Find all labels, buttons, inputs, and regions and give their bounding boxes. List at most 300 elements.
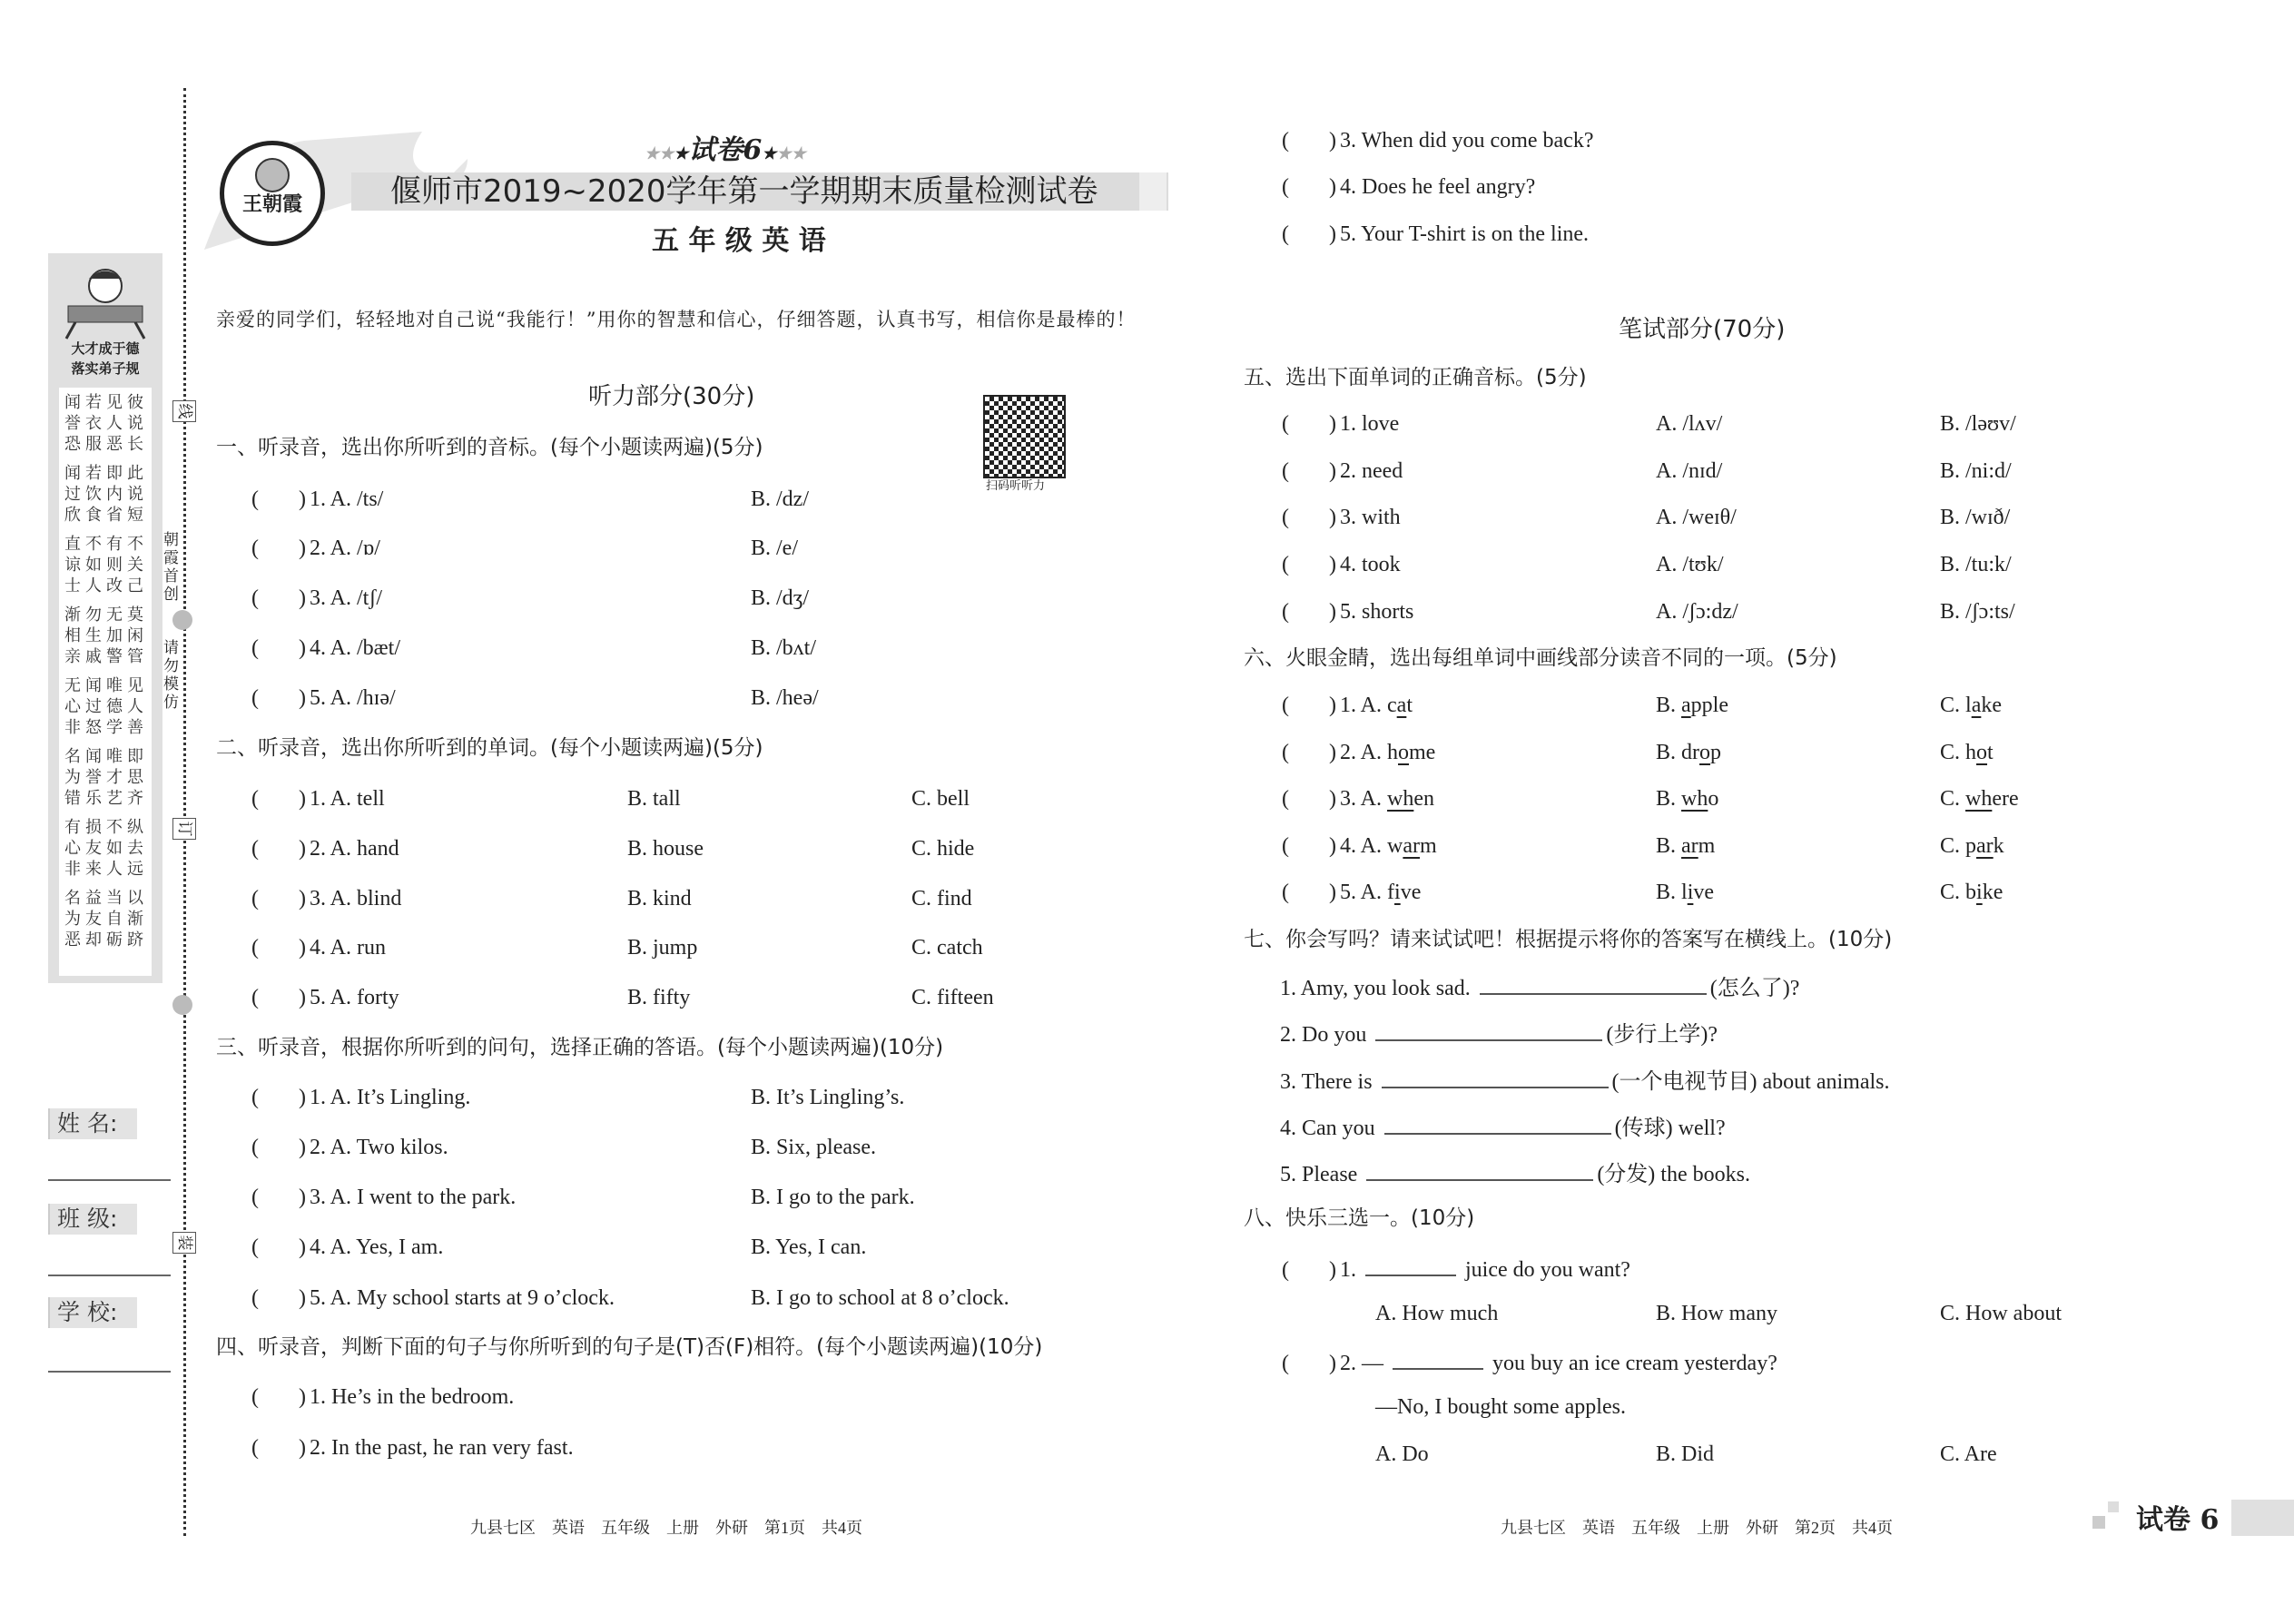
poem-char: 管: [127, 647, 143, 666]
option-item: B. /e/: [751, 536, 798, 560]
hint-text: (一个电视节目) about animals.: [1611, 1070, 1890, 1094]
poem-char: 齐: [127, 789, 143, 808]
class-input-line[interactable]: [48, 1275, 171, 1276]
question-item: 2. A. hand: [310, 837, 399, 861]
underlined-part: a: [1971, 694, 1982, 717]
poem-char: 非: [64, 860, 81, 879]
motto-line: 落实弟子规: [71, 360, 140, 377]
option-item: B. /ləʊv/: [1940, 412, 2016, 436]
poem-char: 勿: [85, 605, 102, 625]
poem-char: 则: [106, 556, 123, 575]
poem-char: 人: [85, 576, 102, 595]
fill-in-item: [1280, 1113, 1726, 1141]
answer-bracket[interactable]: (: [251, 837, 259, 861]
section-heading: 一、听录音，选出你所听到的音标。(每个小题读两遍)(5分): [216, 436, 763, 459]
answer-bracket-close: ): [299, 536, 306, 560]
badge-decoration: [2231, 1500, 2294, 1536]
option-item: B. Yes, I can.: [751, 1235, 867, 1259]
answer-bracket-close: ): [299, 1235, 306, 1259]
word-part: B.: [1656, 834, 1682, 858]
option-item: C. hide: [911, 837, 975, 861]
poem-char: 亲: [64, 647, 81, 666]
poem-stanza: [64, 676, 152, 738]
poem-char: 誉: [64, 414, 81, 433]
poem-stanza: [64, 747, 152, 809]
answer-bracket[interactable]: (: [251, 536, 259, 560]
option-item: B. house: [627, 837, 704, 861]
question-text: 2. Do you: [1280, 1023, 1373, 1047]
question-row: [1282, 174, 1535, 200]
poem-char: 心: [64, 697, 81, 716]
poem-char: 唯: [106, 747, 123, 766]
question-text: 5. Please: [1280, 1163, 1364, 1186]
question-item: 2. need: [1340, 459, 1403, 483]
section-heading: 四、听录音，判断下面的句子与你所听到的句子是(T)否(F)相符。(每个小题读两遍)(10分): [216, 1335, 1043, 1359]
word-part: pple: [1690, 694, 1728, 717]
answer-bracket-close: ): [299, 1385, 306, 1409]
question-number: 1. A.: [1340, 694, 1388, 717]
writing-title: 笔试部分(70分): [1619, 316, 1786, 343]
answer-bracket[interactable]: (: [251, 1235, 259, 1259]
poem-char: 错: [64, 789, 81, 808]
answer-bracket-close: ): [299, 887, 306, 910]
option-item: A. Do: [1375, 1442, 1429, 1466]
question-item: 2. A. Two kilos.: [310, 1136, 448, 1159]
answer-bracket-close: ): [299, 1136, 306, 1159]
word-part: en: [1413, 787, 1435, 811]
poem-stanza: [64, 818, 152, 880]
question-row: [1282, 128, 1593, 153]
answer-bracket[interactable]: (: [251, 636, 259, 660]
word-part: m: [1420, 834, 1437, 858]
word-part: ve: [1693, 881, 1715, 904]
word-part: t: [1406, 694, 1413, 717]
class-label: 班 级:: [48, 1204, 137, 1235]
poem-char: 警: [106, 647, 123, 666]
hint-text: (步行上学)?: [1606, 1023, 1718, 1047]
poem-char: 欣: [64, 506, 81, 525]
word-part: c: [1387, 694, 1397, 717]
school-input-line[interactable]: [48, 1371, 171, 1373]
question-row: [1282, 505, 1401, 530]
question-item: 2. In the past, he ran very fast.: [310, 1436, 574, 1460]
poem-char: 跻: [127, 930, 143, 950]
poem-char: 远: [127, 860, 143, 879]
underlined-part: ar: [1976, 834, 1994, 858]
answer-bracket-close: ): [1329, 741, 1336, 764]
question-row: [251, 586, 382, 611]
poem-char: 益: [85, 889, 102, 908]
question-row: [251, 985, 399, 1010]
exam-subtitle: 五 年 级 英 语: [652, 225, 826, 257]
answer-bracket[interactable]: (: [1282, 787, 1289, 811]
option-item: [1940, 740, 1994, 765]
poem-char: 有: [106, 535, 123, 554]
question-row: [1282, 221, 1589, 247]
answer-bracket[interactable]: (: [1282, 600, 1289, 624]
poem-stanza: [64, 605, 152, 667]
poem-char: 不: [106, 818, 123, 837]
answer-blank[interactable]: [1480, 973, 1707, 995]
word-part: ke: [1981, 694, 2002, 717]
answer-bracket[interactable]: (: [1282, 881, 1289, 904]
question-item: 5. shorts: [1340, 600, 1414, 624]
poem-char: 食: [85, 506, 102, 525]
answer-bracket-close: ): [1329, 412, 1336, 436]
poem-char: 恶: [106, 435, 123, 454]
underlined-part: wh: [1681, 787, 1708, 811]
poem-char: 短: [127, 506, 143, 525]
underlined-part: ar: [1403, 834, 1421, 858]
listening-title: 听力部分(30分): [588, 383, 755, 410]
word-part: B. l: [1656, 881, 1688, 904]
poem-char: 去: [127, 839, 143, 858]
question-row: [251, 1185, 516, 1210]
poem-char: 德: [106, 697, 123, 716]
answer-bracket[interactable]: (: [251, 487, 259, 511]
option-item: A. /lʌv/: [1656, 412, 1723, 436]
poem-char: 无: [64, 676, 81, 695]
poem-char: 当: [106, 889, 123, 908]
option-item: B. I go to school at 8 o’clock.: [751, 1286, 1009, 1310]
poem-char: 纵: [127, 818, 143, 837]
answer-bracket[interactable]: (: [1282, 129, 1289, 153]
poem-char: 闻: [85, 676, 102, 695]
question-item: 4. took: [1340, 553, 1401, 576]
answer-bracket[interactable]: (: [251, 1186, 259, 1209]
student-cartoon-icon: [48, 259, 162, 340]
question-text: you buy an ice cream yesterday?: [1487, 1352, 1777, 1375]
answer-bracket-close: ): [1329, 881, 1336, 904]
answer-bracket[interactable]: (: [1282, 1258, 1289, 1282]
word-part: k: [1993, 834, 2004, 858]
answer-bracket[interactable]: (: [251, 1086, 259, 1109]
question-item: 3. A. I went to the park.: [310, 1186, 517, 1209]
answer-bracket-close: ): [299, 586, 306, 610]
question-item: 5. A. forty: [310, 986, 399, 1009]
answer-bracket[interactable]: (: [1282, 222, 1289, 246]
footer-right: 九县七区 英语 五年级 上册 外研 第2页 共4页: [1501, 1519, 1893, 1537]
smile-icon: [172, 995, 192, 1015]
option-item: B. I go to the park.: [751, 1186, 915, 1209]
option-item: A. /tʊk/: [1656, 553, 1724, 576]
fill-in-item: [1280, 1019, 1718, 1048]
word-part: p: [1710, 741, 1721, 764]
word-part: C. p: [1940, 834, 1977, 858]
school-label: 学 校:: [48, 1297, 137, 1328]
footer-badge: 试卷 6: [2136, 1504, 2220, 1536]
answer-bracket-close: ): [1329, 129, 1336, 153]
question-row: [251, 786, 385, 812]
poem-stanza: [64, 393, 152, 455]
option-item: [1940, 786, 2019, 812]
name-label: 姓 名:: [48, 1108, 137, 1139]
question-row: [251, 536, 380, 561]
poem-char: 此: [127, 464, 143, 483]
poem-char: 彼: [127, 393, 143, 412]
poem-char: 己: [127, 576, 143, 595]
answer-bracket-close: ): [299, 1086, 306, 1109]
question-row: [251, 1384, 514, 1410]
fill-in-item: [1280, 1159, 1750, 1187]
poem-char: 过: [64, 485, 81, 504]
option-item: [1656, 786, 1718, 812]
word-part: B.: [1656, 787, 1682, 811]
question-row: [251, 685, 396, 711]
answer-bracket[interactable]: (: [251, 686, 259, 710]
smile-icon: [172, 610, 192, 630]
answer-bracket[interactable]: (: [251, 1436, 259, 1460]
question-number: 1.: [1340, 1258, 1362, 1282]
word-part: me: [1409, 741, 1436, 764]
poem-char: 渐: [127, 910, 143, 929]
poem-char: 却: [85, 930, 102, 950]
side-note: 请勿模仿: [163, 639, 179, 712]
poem-char: 如: [85, 556, 102, 575]
option-item: A. How much: [1375, 1302, 1499, 1325]
answer-blank[interactable]: [1384, 1113, 1611, 1135]
answer-bracket-close: ): [1329, 506, 1336, 529]
option-item: B. /wɪð/: [1940, 506, 2011, 529]
option-item: B. /ʃɔ:ts/: [1940, 600, 2015, 624]
answer-blank[interactable]: [1382, 1067, 1609, 1088]
question-item: 4. A. run: [310, 936, 386, 960]
option-item: B. /dz/: [751, 487, 809, 511]
answer-bracket-close: ): [1329, 1258, 1336, 1282]
answer-bracket[interactable]: (: [1282, 412, 1289, 436]
option-item: B. Did: [1656, 1442, 1715, 1466]
fill-in-item: [1280, 973, 1799, 1001]
poem-char: 闻: [85, 747, 102, 766]
question-item: 5. Your T-shirt is on the line.: [1340, 222, 1590, 246]
question-row: [251, 1235, 443, 1260]
footer-left: 九县七区 英语 五年级 上册 外研 第1页 共4页: [470, 1519, 862, 1537]
word-part: C.: [1940, 787, 1966, 811]
answer-blank[interactable]: [1366, 1159, 1593, 1181]
answer-bracket[interactable]: (: [1282, 459, 1289, 483]
poem-char: 无: [106, 605, 123, 625]
fill-in-item: [1280, 1067, 1889, 1095]
question-row: [1282, 1348, 1777, 1376]
poem-char: 士: [64, 576, 81, 595]
answer-bracket[interactable]: (: [251, 1385, 259, 1409]
poem-char: 相: [64, 626, 81, 645]
poem-char: 恶: [64, 930, 81, 950]
answer-blank[interactable]: [1393, 1348, 1483, 1370]
option-item: B. How many: [1656, 1302, 1777, 1325]
question-item: 4. A. Yes, I am.: [310, 1235, 444, 1259]
underlined-part: a: [1396, 694, 1407, 717]
poem-char: 为: [64, 910, 81, 929]
answer-bracket-close: ): [299, 787, 306, 811]
poem-char: 有: [64, 818, 81, 837]
option-item: [1940, 880, 2003, 905]
question-row: [251, 635, 400, 661]
answer-bracket[interactable]: (: [1282, 694, 1289, 717]
option-item: B. jump: [627, 936, 698, 960]
hint-text: (怎么了)?: [1709, 977, 1800, 1000]
name-input-line[interactable]: [48, 1179, 171, 1181]
question-item: 5. A. /hɪə/: [310, 686, 396, 710]
exam-title: 偃师市2019~2020学年第一学期期末质量检测试卷: [390, 173, 1098, 210]
poem-char: 内: [106, 485, 123, 504]
poem-char: 友: [85, 910, 102, 929]
qr-caption: 扫码听听力: [986, 479, 1046, 493]
qr-code[interactable]: [983, 395, 1066, 478]
question-row: [251, 1285, 615, 1311]
answer-bracket-close: ): [299, 487, 306, 511]
poem-char: 关: [127, 556, 143, 575]
seal-line: [183, 88, 186, 1536]
question-row: [251, 1085, 470, 1110]
word-part: h: [1387, 741, 1399, 764]
poem-char: 心: [64, 839, 81, 858]
question-item: 3. with: [1340, 506, 1401, 529]
poem-char: 莫: [127, 605, 143, 625]
exam-badge: ★★★试卷6★★★: [645, 134, 806, 166]
option-item: [1940, 833, 2004, 859]
poem-char: 艺: [106, 789, 123, 808]
option-item: B. fifty: [627, 986, 691, 1009]
seal-mark: 订: [172, 818, 196, 840]
seal-mark: 线: [172, 400, 196, 422]
option-item: C. How about: [1940, 1302, 2062, 1325]
side-note: 朝霞首创: [163, 531, 179, 604]
poem-char: 友: [85, 839, 102, 858]
poem-char: 为: [64, 768, 81, 787]
question-row: [251, 886, 401, 911]
answer-bracket-close: ): [299, 686, 306, 710]
word-part: C. l: [1940, 694, 1972, 717]
answer-bracket-close: ): [299, 986, 306, 1009]
poem-char: 不: [127, 535, 143, 554]
word-part: ere: [1992, 787, 2019, 811]
question-row: [251, 487, 383, 512]
word-part: o: [1708, 787, 1719, 811]
confidential-watermark: [2017, 649, 2294, 949]
option-item: A. /weɪθ/: [1656, 506, 1737, 529]
answer-bracket-close: ): [299, 837, 306, 861]
answer-bracket-close: ): [299, 1286, 306, 1310]
answer-bracket[interactable]: (: [1282, 553, 1289, 576]
answer-bracket-close: ): [299, 1186, 306, 1209]
word-part: C. b: [1940, 881, 1977, 904]
word-part: ke: [1982, 881, 2004, 904]
answer-bracket[interactable]: (: [251, 936, 259, 960]
question-row: [1282, 458, 1403, 484]
section-heading: 七、你会写吗？请来试试吧！根据提示将你的答案写在横线上。(10分): [1244, 928, 1893, 951]
answer-bracket[interactable]: (: [251, 1136, 259, 1159]
poem-stanza: [64, 535, 152, 596]
poem-char: 名: [64, 889, 81, 908]
question-item: 3. A. blind: [310, 887, 402, 910]
question-row: [1282, 1255, 1630, 1283]
answer-bracket-close: ): [1329, 222, 1336, 246]
option-item: [1656, 740, 1721, 765]
poem-char: 即: [127, 747, 143, 766]
answer-bracket-close: ): [1329, 553, 1336, 576]
underlined-part: o: [1699, 741, 1710, 764]
answer-bracket[interactable]: (: [251, 787, 259, 811]
poem-char: 改: [106, 576, 123, 595]
poem-char: 谅: [64, 556, 81, 575]
answer-bracket[interactable]: (: [1282, 175, 1289, 199]
option-item: C. Are: [1940, 1442, 1997, 1466]
seal-mark: 装: [172, 1232, 196, 1254]
answer-bracket[interactable]: (: [1282, 741, 1289, 764]
option-item: C. find: [911, 887, 972, 910]
underlined-part: ar: [1681, 834, 1698, 858]
poem-char: 过: [85, 697, 102, 716]
answer-bracket[interactable]: (: [1282, 834, 1289, 858]
question-number: 3. A.: [1340, 787, 1388, 811]
question-item: 2. A. /ɒ/: [310, 536, 380, 560]
question-text: juice do you want?: [1460, 1258, 1630, 1282]
option-row: [1282, 880, 1421, 905]
answer-blank[interactable]: [1375, 1019, 1602, 1041]
question-row: [251, 836, 399, 861]
question-number: 2. —: [1340, 1352, 1389, 1375]
poem-char: 损: [85, 818, 102, 837]
underlined-part: i: [1687, 881, 1694, 904]
poem-char: 如: [106, 839, 123, 858]
poem-char: 思: [127, 768, 143, 787]
answer-bracket[interactable]: (: [1282, 506, 1289, 529]
poem-char: 说: [127, 414, 143, 433]
poem-char: 人: [106, 860, 123, 879]
question-row: [1282, 599, 1413, 625]
answer-bracket[interactable]: (: [251, 887, 259, 910]
option-item: A. /nɪd/: [1656, 459, 1723, 483]
answer-bracket[interactable]: (: [251, 1286, 259, 1310]
answer-bracket[interactable]: (: [251, 986, 259, 1009]
answer-blank[interactable]: [1365, 1255, 1456, 1276]
question-text: 4. Can you: [1280, 1117, 1381, 1140]
answer-bracket[interactable]: (: [251, 586, 259, 610]
poem-char: 学: [106, 718, 123, 737]
poem-char: 闻: [64, 393, 81, 412]
option-item: [1656, 833, 1715, 859]
poem-stanza: [64, 889, 152, 950]
option-item: B. Six, please.: [751, 1136, 876, 1159]
answer-bracket-close: ): [299, 636, 306, 660]
underlined-part: a: [1681, 694, 1691, 717]
poem-char: 服: [85, 435, 102, 454]
poem-char: 省: [106, 506, 123, 525]
answer-bracket-close: ): [1329, 459, 1336, 483]
option-row: [1282, 786, 1434, 812]
question-item: 1. A. tell: [310, 787, 385, 811]
question-item: 4. A. /bæt/: [310, 636, 401, 660]
answer-bracket-close: ): [1329, 1352, 1336, 1375]
answer-bracket[interactable]: (: [1282, 1352, 1289, 1375]
option-item: B. /dʒ/: [751, 586, 809, 610]
question-item: 4. Does he feel angry?: [1340, 175, 1536, 199]
poem-char: 即: [106, 464, 123, 483]
option-item: C. fifteen: [911, 986, 994, 1009]
poem-char: 自: [106, 910, 123, 929]
option-item: [1940, 693, 2002, 718]
option-item: B. /ni:d/: [1940, 459, 2012, 483]
question-item: 3. A. /tʃ/: [310, 586, 383, 610]
question-item: 1. A. It’s Lingling.: [310, 1086, 471, 1109]
option-item: B. /tu:k/: [1940, 553, 2012, 576]
option-item: A. /ʃɔ:dz/: [1656, 600, 1738, 624]
poem-char: 戚: [85, 647, 102, 666]
answer-bracket-close: ): [1329, 834, 1336, 858]
section-heading: 三、听录音，根据你所听到的问句，选择正确的答语。(每个小题读两遍)(10分): [216, 1036, 944, 1059]
question-row: [251, 1135, 448, 1160]
